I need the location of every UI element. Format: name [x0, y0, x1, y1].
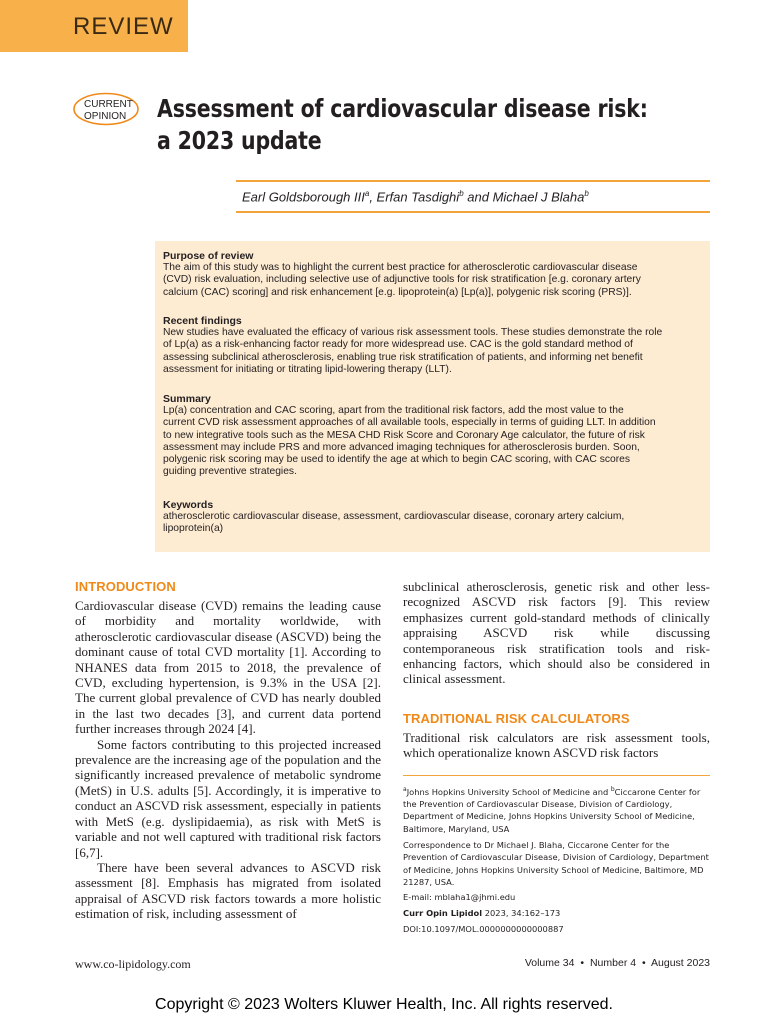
abstract-line: assessment may include PRS and more advanced imaging techniques for atherosclerosis burden. Soon, — [163, 441, 640, 453]
author-rule-bottom — [236, 211, 710, 213]
abstract-line: Lp(a) concentration and CAC scoring, apart from the traditional risk factors, add the most value to the — [163, 405, 624, 417]
journal-name: Curr Opin Lipidol — [403, 908, 483, 918]
section-tab-label: REVIEW — [73, 13, 174, 40]
author-sep: , — [369, 189, 377, 205]
abstract-line: (CVD) risk evaluation, including selective use of adjunctive tools for risk stratification [e.g. coronary artery — [163, 274, 641, 286]
author-list — [242, 189, 589, 204]
bullet-separator: • — [642, 957, 646, 969]
abstract-purpose — [163, 250, 708, 299]
abstract-line: assessment for initiating or titrating lipid-lowering therapy (LLT). — [163, 363, 452, 375]
article-title — [157, 93, 648, 157]
affil-mark: a — [403, 786, 407, 793]
logo-graphic — [72, 92, 140, 126]
abstract-line: guiding preventive strategies. — [163, 466, 297, 478]
paragraph: There have been several advances to ASCVD risk assessment [8]. Emphasis has migrated from isolated appraisal of ASCVD risk factors towards a more holistic estimation of risk, including assessment of — [75, 859, 381, 922]
affil-text: Ciccarone Center for the Prevention of Cardiovascular Disease, Division of Cardiology, Department of Medicine, Johns Hopkins University School of Medicine, Baltimore, Maryland, USA — [403, 786, 701, 834]
abstract-keywords — [163, 499, 708, 536]
correspondence: Correspondence to Dr Michael J. Blaha, Ciccarone Center for the Prevention of Cardiovascular Disease, Division of Cardiology, Department of Medicine, Johns Hopkins University School of Medicine, Baltimore, MD 21287, USA. — [403, 840, 709, 887]
citation — [403, 907, 711, 919]
doi: DOI:10.1097/MOL.0000000000000887 — [403, 924, 564, 934]
issue-date: August 2023 — [651, 957, 710, 969]
email: E-mail: mblaha1@jhmi.edu — [403, 892, 516, 902]
abstract-findings — [163, 315, 708, 376]
title-line-1: Assessment of cardiovascular disease risk: — [157, 94, 648, 123]
abstract-line: polygenic risk scoring may be used to identify the age at which to begin CAC scoring, with CAC scores — [163, 454, 631, 466]
author-affil-mark: a — [364, 189, 370, 198]
author-affil-mark: b — [459, 189, 464, 198]
right-column-trad — [403, 730, 710, 761]
paragraph: Some factors contributing to this projected increased prevalence are the increasing age of the population and the significantly increased prevalence of metabolic syndrome (MetS) in U.S. adults [5]. Accordingly, it is imperative to conduct an ASCVD risk assessment, especially in patients with MetS (e.g. dyslipidaemia), as risk with MetS is variable and not well captured with traditional risk factors [6,7]. — [75, 736, 381, 860]
bullet-separator: • — [580, 957, 585, 969]
journal-website: www.co-lipidology.com — [75, 957, 191, 971]
author-rule-top — [236, 180, 710, 182]
paragraph: subclinical atherosclerosis, genetic risk and other less-recognized ASCVD risk factors [9]. This review emphasizes current gold-standard methods of clinically appraising ASCVD risk while discussing contemporaneous risk stratification tools and risk-enhancing factors, which should also be considered in clinical assessment. — [403, 579, 710, 687]
logo-text-2: OPINION — [84, 111, 127, 122]
issue-number: Number 4 — [589, 957, 637, 969]
left-column — [75, 598, 381, 922]
abstract-line: calcium (CAC) scoring] and risk enhancement [e.g. lipoprotein(a) [Lp(a)], polygenic risk scoring (PRS)]. — [163, 286, 632, 298]
author-affil-mark: b — [584, 189, 589, 198]
abstract-line: to new integrative tools such as the MESA CHD Risk Score and Coronary Age calculator, the future of risk — [163, 429, 645, 441]
author-name: Erfan Tasdighi — [376, 189, 460, 205]
citation-text: 2023, 34:162–173 — [482, 908, 561, 918]
paragraph: Cardiovascular disease (CVD) remains the leading cause of morbidity and mortality worldwide, with atherosclerotic cardiovascular disease (ASCVD) being the dominant cause of total CVD mortality [1]. According to NHANES data from 2015 to 2018, the prevalence of CVD, excluding hypertension, is 9.3% in the USA [2]. The current global prevalence of CVD has nearly doubled in the last two decades [3], and current data portend further increases through 2024 [4]. — [75, 598, 381, 737]
summary-heading: Summary — [163, 393, 211, 405]
author-name: Michael J Blaha — [492, 189, 585, 205]
section-tab — [0, 0, 188, 52]
abstract-line: current CVD risk assessment approaches of all available tools, especially in terms of guiding LLT. In addition — [163, 417, 656, 429]
section-heading-traditional: TRADITIONAL RISK CALCULATORS — [403, 711, 630, 726]
abstract-line: The aim of this study was to highlight the current best practice for atherosclerotic cardiovascular disease — [163, 262, 638, 274]
affiliation-block — [403, 784, 711, 835]
issue-info — [525, 957, 710, 969]
author-name: Earl Goldsborough III — [242, 189, 365, 205]
keywords-heading: Keywords — [163, 499, 214, 511]
section-heading-introduction: INTRODUCTION — [75, 579, 176, 594]
abstract-line: atherosclerotic cardiovascular disease, assessment, cardiovascular disease, coronary artery calcium, — [163, 511, 625, 523]
affil-text: Johns Hopkins University School of Medicine and — [406, 786, 609, 797]
abstract-line: assessing subclinical atherosclerosis, enabling true risk stratification of patients, and informing net benefit — [163, 351, 643, 363]
abstract-line: of Lp(a) as a risk-enhancing factor ready for more widespread use. CAC is the gold standard method of — [163, 339, 633, 351]
paragraph: Traditional risk calculators are risk assessment tools, which operationalize known ASCVD risk factors — [403, 730, 710, 761]
current-opinion-logo — [72, 92, 140, 126]
title-line-2: a 2023 update — [157, 126, 322, 155]
author-sep: and — [463, 189, 493, 205]
volume: Volume 34 — [524, 957, 575, 969]
findings-heading: Recent findings — [163, 315, 242, 327]
affil-mark: b — [610, 786, 615, 793]
right-column-top — [403, 579, 710, 687]
abstract-box — [155, 241, 710, 552]
logo-text-1: CURRENT — [84, 99, 133, 110]
abstract-line: New studies have evaluated the efficacy of various risk assessment tools. These studies demonstrate the role — [163, 327, 663, 339]
affiliation-rule — [403, 775, 710, 776]
abstract-line: lipoprotein(a) — [163, 523, 224, 535]
copyright-notice: Copyright © 2023 Wolters Kluwer Health, Inc. All rights reserved. — [155, 996, 613, 1013]
purpose-heading: Purpose of review — [163, 250, 254, 262]
abstract-summary — [163, 393, 708, 478]
